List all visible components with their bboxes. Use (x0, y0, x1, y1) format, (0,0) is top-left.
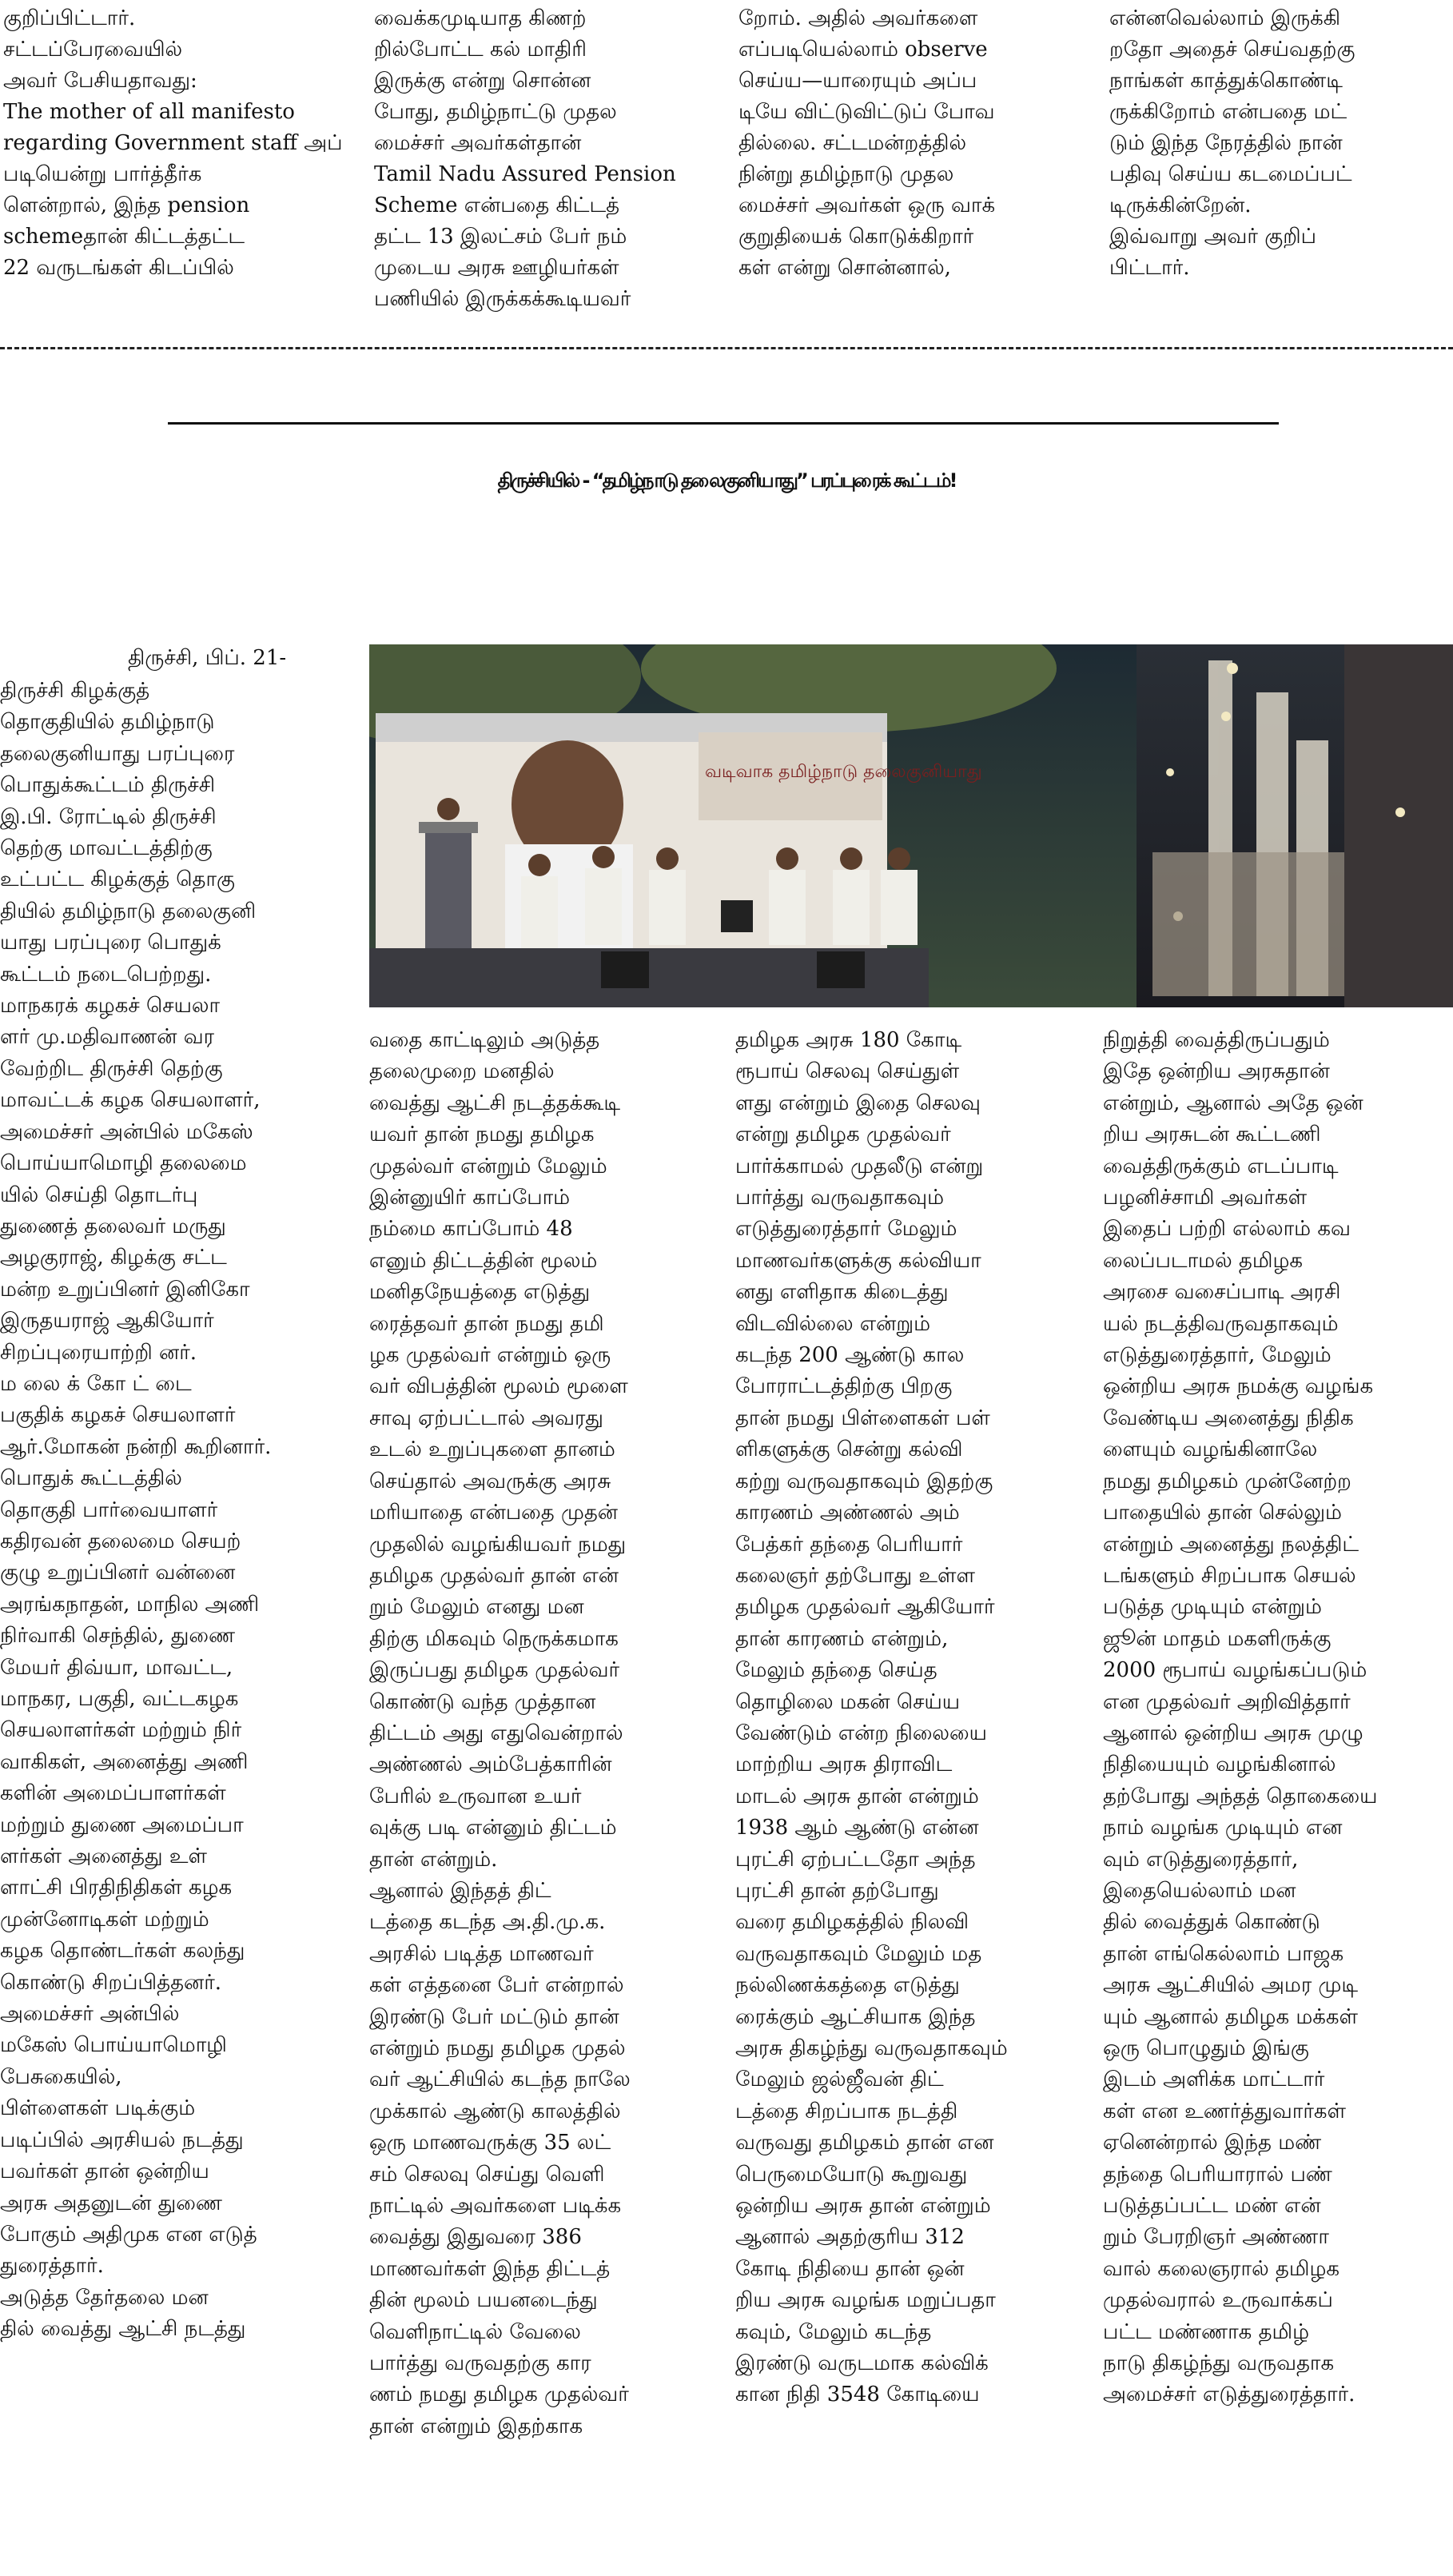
event-photo (369, 644, 1453, 1007)
body-column-1: திருச்சி கிழக்குத் தொகுதியில் தமிழ்நாடு தலைகுனியாது பரப்புரை பொதுக்கூட்டம் திருச்சி இ.பி. ரோட்டில் திருச்சி தெற்கு மாவட்டத்திற்கு உட்பட்ட கிழக்குத் தொகு தியில் தமிழ்நாடு தலைகுனி யாது பரப்புரை பொதுக் கூட்டம் நடைபெற்றது. மாநகரக் கழகச் செயலா ளர் மு.மதிவாணன் வர வேற்றிட திருச்சி தெற்கு மாவட்டக் கழக செயலாளர், அமைச்சர் அன்பில் மகேஸ் பொய்யாமொழி தலைமை யில் செய்தி தொடர்பு துணைத் தலைவர் மருது அழகுராஜ், கிழக்கு சட்ட மன்ற உறுப்பினர் இனிகோ இருதயராஜ் ஆகியோர் சிறப்புரையாற்றி னர். ம லை க் கோ ட் டை பகுதிக் கழகச் செயலாளர் ஆர்.மோகன் நன்றி கூறினார். பொதுக் கூட்டத்தில் தொகுதி பார்வையாளர் கதிரவன் தலைமை செயற் குழு உறுப்பினர் வன்னை அரங்கநாதன், மாநில அணி நிர்வாகி செந்தில், துணை மேயர் திவ்யா, மாவட்ட, மாநகர, பகுதி, வட்டகழக செயலாளர்கள் மற்றும் நிர் வாகிகள், அனைத்து அணி களின் அமைப்பாளர்கள் மற்றும் துணை அமைப்பா ளர்கள் அனைத்து உள் ளாட்சி பிரதிநிதிகள் கழக முன்னோடிகள் மற்றும் கழக தொண்டர்கள் கலந்து கொண்டு சிறப்பித்தனர். அமைச்சர் அன்பில் மகேஸ் பொய்யாமொழி பேசுகையில், பிள்ளைகள் படிக்கும் படிப்பில் அரசியல் நடத்து பவர்கள் தான் ஒன்றிய அரசு அதனுடன் துணை போகும் அதிமுக என எடுத் துரைத்தார். அடுத்த தேர்தலை மன தில் வைத்து ஆட்சி நடத்து (0, 679, 272, 2342)
sub-headline (0, 552, 1453, 616)
body-column-4: நிறுத்தி வைத்திருப்பதும் இதே ஒன்றிய அரசுதான் என்றும், ஆனால் அதே ஒன் றிய அரசுடன் கூட்டணி வைத்திருக்கும் எடப்பாடி பழனிச்சாமி அவர்கள் இதைப் பற்றி எல்லாம் கவ லைப்படாமல் தமிழக அரசை வசைப்பாடி அரசி யல் நடத்திவருவதாகவும் எடுத்துரைத்தார், மேலும் ஒன்றிய அரசு நமக்கு வழங்க வேண்டிய அனைத்து நிதிக ளையும் வழங்கினாலே நமது தமிழகம் முன்னேற்ற பாதையில் தான் செல்லும் என்றும் அனைத்து நலத்திட் டங்களும் சிறப்பாக செயல் படுத்த முடியும் என்றும் ஜூன் மாதம் மகளிருக்கு 2000 ரூபாய் வழங்கப்படும் என முதல்வர் அறிவித்தார் ஆனால் ஒன்றிய அரசு முழு நிதியையும் வழங்கினால் தற்போது அந்தத் தொகையை நாம் வழங்க முடியும் என வும் எடுத்துரைத்தார், இதையெல்லாம் மன தில் வைத்துக் கொண்டு தான் எங்கெல்லாம் பாஜக அரசு ஆட்சியில் அமர முடி யும் ஆனால் தமிழக மக்கள் ஒரு பொழுதும் இங்கு இடம் அளிக்க மாட்டார் கள் என உணர்த்துவார்கள் ஏனென்றால் இந்த மண் தந்தை பெரியாரால் பண் படுத்தப்பட்ட மண் என் றும் பேரறிஞர் அண்ணா வால் கலைஞரால் தமிழக முதல்வரால் உருவாக்கப் பட்ட மண்ணாக தமிழ் நாடு திகழ்ந்து வருவதாக அமைச்சர் எடுத்துரைத்தார். (1103, 1028, 1378, 2407)
banner-text: வடிவாக தமிழ்நாடு தலைகுனியாது (705, 762, 982, 782)
body-column-2: வதை காட்டிலும் அடுத்த தலைமுறை மனதில் வைத்து ஆட்சி நடத்தக்கூடி யவர் தான் நமது தமிழக முதல்வர் என்றும் மேலும் இன்னுயிர் காப்போம் நம்மை காப்போம் 48 எனும் திட்டத்தின் மூலம் மனிதநேயத்தை எடுத்து ரைத்தவர் தான் நமது தமி ழக முதல்வர் என்றும் ஒரு வர் விபத்தின் மூலம் மூளை சாவு ஏற்பட்டால் அவரது உடல் உறுப்புகளை தானம் செய்தால் அவருக்கு அரசு மரியாதை என்பதை முதன் முதலில் வழங்கியவர் நமது தமிழக முதல்வர் தான் என் றும் மேலும் எனது மன திற்கு மிகவும் நெருக்கமாக இருப்பது தமிழக முதல்வர் கொண்டு வந்த முத்தான திட்டம் அது எதுவென்றால் அண்ணல் அம்பேத்காரின் பேரில் உருவான உயர் வுக்கு படி என்னும் திட்டம் தான் என்றும். ஆனால் இந்தத் திட் டத்தை கடந்த அ.தி.மு.க. அரசில் படித்த மாணவர் கள் எத்தனை பேர் என்றால் இரண்டு பேர் மட்டும் தான் என்றும் நமது தமிழக முதல் வர் ஆட்சியில் கடந்த நாலே முக்கால் ஆண்டு காலத்தில் ஒரு மாணவருக்கு 35 லட் சம் செலவு செய்து வெளி நாட்டில் அவர்களை படிக்க வைத்து இதுவரை 386 மாணவர்கள் இந்த திட்டத் தின் மூலம் பயனடைந்து வெளிநாட்டில் வேலை பார்த்து வருவதற்கு கார ணம் நமது தமிழக முதல்வர் தான் என்றும் இதற்காக (369, 1028, 631, 2438)
headline-kicker (0, 357, 1453, 421)
top-column-1: குறிப்பிட்டார். சட்டப்பேரவையில் அவர் பேசியதாவது: The mother of all manifesto regarding Government staff அப் படியென்று பார்த்தீர்க ளென்றால், இந்த pension schemeதான் கிட்டத்தட்ட 22 வருடங்கள் கிடப்பில் (3, 6, 343, 280)
dateline: திருச்சி, பிப். 21- (128, 646, 287, 670)
top-column-4: என்னவெல்லாம் இருக்கி றதோ அதைச் செய்வதற்கு நாங்கள் காத்துக்கொண்டி ருக்கிறோம் என்பதை மட் டும் இந்த நேரத்தில் நான் பதிவு செய்ய கடமைப்பட் டிருக்கின்றேன். இவ்வாறு அவர் குறிப் பிட்டார். (1109, 6, 1355, 280)
top-column-2: வைக்கமுடியாத கிணற் றில்போட்ட கல் மாதிரி இருக்கு என்று சொன்ன போது, தமிழ்நாட்டு முதல மைச்சர் அவர்கள்தான் Tamil Nadu Assured Pension Scheme என்பதை கிட்டத் தட்ட 13 இலட்சம் பேர் நம் முடைய அரசு ஊழியர்கள் பணியில் இருக்கக்கூடியவர் (374, 6, 676, 311)
body-column-3: தமிழக அரசு 180 கோடி ரூபாய் செலவு செய்துள் ளது என்றும் இதை செலவு என்று தமிழக முதல்வர் பார்க்காமல் முதலீடு என்று பார்த்து வருவதாகவும் எடுத்துரைத்தார் மேலும் மாணவர்களுக்கு கல்வியா னது எளிதாக கிடைத்து விடவில்லை என்றும் கடந்த 200 ஆண்டு கால போராட்டத்திற்கு பிறகு தான் நமது பிள்ளைகள் பள் ளிகளுக்கு சென்று கல்வி கற்று வருவதாகவும் இதற்கு காரணம் அண்ணல் அம் பேத்கர் தந்தை பெரியார் கலைஞர் தற்போது உள்ள தமிழக முதல்வர் ஆகியோர் தான் காரணம் என்றும், மேலும் தந்தை செய்த தொழிலை மகன் செய்ய வேண்டும் என்ற நிலையை மாற்றிய அரசு திராவிட மாடல் அரசு தான் என்றும் 1938 ஆம் ஆண்டு என்ன புரட்சி ஏற்பட்டதோ அந்த புரட்சி தான் தற்போது வரை தமிழகத்தில் நிலவி வருவதாகவும் மேலும் மத நல்லிணக்கத்தை எடுத்து ரைக்கும் ஆட்சியாக இந்த அரசு திகழ்ந்து வருவதாகவும் மேலும் ஜல்ஜீவன் திட் டத்தை சிறப்பாக நடத்தி வருவது தமிழகம் தான் என பெருமையோடு கூறுவது ஒன்றிய அரசு தான் என்றும் ஆனால் அதற்குரிய 312 கோடி நிதியை தான் ஒன் றிய அரசு வழங்க மறுப்பதா கவும், மேலும் கடந்த இரண்டு வருடமாக கல்விக் கான நிதி 3548 கோடியை (735, 1028, 1008, 2407)
section-divider (0, 347, 1453, 349)
kicker-underline (168, 422, 1279, 425)
main-headline: திருச்சியில் - “தமிழ்நாடு தலைகுனியாது” பரப்புரைக் கூட்டம்! (497, 469, 956, 492)
top-column-3: றோம். அதில் அவர்களை எப்படியெல்லாம் observe செய்ய—யாரையும் அப்ப டியே விட்டுவிட்டுப் போவ தில்லை. சட்டமன்றத்தில் நின்று தமிழ்நாடு முதல மைச்சர் அவர்கள் ஒரு வாக் குறுதியைக் கொடுக்கிறார் கள் என்று சொன்னால், (738, 6, 996, 280)
